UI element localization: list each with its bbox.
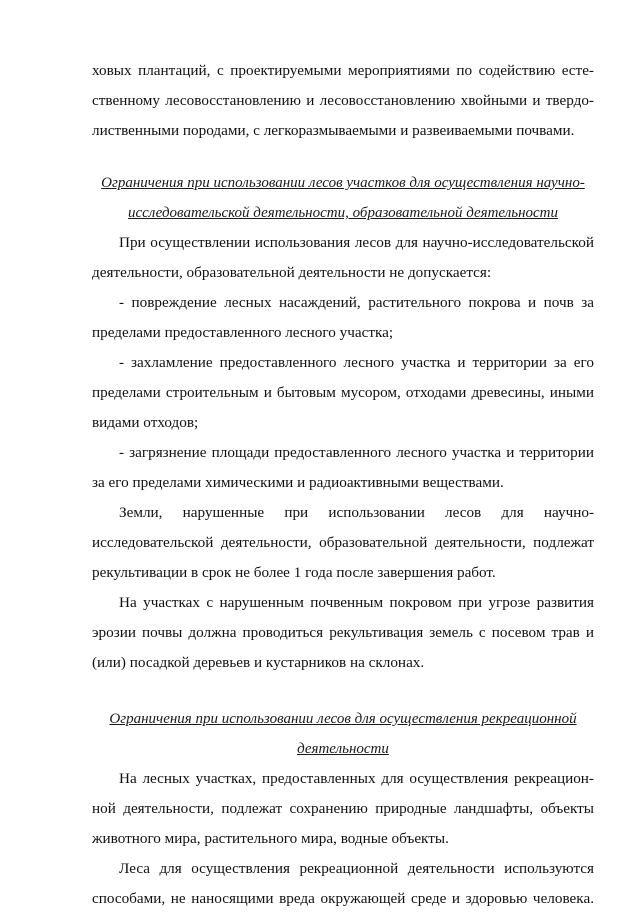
text-line: рекультивации в срок не более 1 года после завершения работ. [92,564,496,581]
paragraph [92,228,594,288]
text-line: пределами строительным и бытовым мусором, отходами древесины, иными [92,384,594,401]
heading-line: Ограничения при использовании лесов для осуществления рекреационной [109,711,577,727]
paragraph [92,854,594,914]
text-line: - повреждение лесных насаждений, растительного покрова и почв за [119,294,594,311]
heading-line: исследовательской деятельности, образовательной деятельности [127,205,559,221]
text-line: - загрязнение площади предоставленного лесного участка и территории [119,444,594,461]
text-line: лиственными породами, с легкоразмываемыми и развеиваемыми почвами. [92,122,575,139]
text-line: На лесных участках, предоставленных для осуществления рекреацион- [119,770,594,787]
heading-line: Ограничения при использовании лесов участков для осуществления научно- [101,175,585,191]
text-line: На участках с нарушенным почвенным покровом при угрозе развития [119,594,594,611]
text-line: способами, не наносящими вреда окружающей среде и здоровью человека. [92,890,594,907]
heading-line: деятельности [297,741,389,757]
text-line: ственному лесовосстановлению и лесовосстановлению хвойными и твердо- [92,92,594,109]
text-line: Земли, нарушенные при использовании лесов для научно- [119,504,594,521]
paragraph [92,288,594,348]
text-line: исследовательской деятельности, образовательной деятельности, подлежат [92,534,594,551]
section-heading-research [92,168,594,228]
paragraph [92,764,594,854]
text-line: (или) посадкой деревьев и кустарников на склонах. [92,654,425,671]
text-line: эрозии почвы должна проводиться рекультивация земель с посевом трав и [92,624,594,641]
section-heading-recreation [92,704,594,764]
text-line: При осуществлении использования лесов для научно-исследовательской [119,234,594,251]
text-line: видами отходов; [92,414,199,431]
text-line: пределами предоставленного лесного участка; [92,324,394,341]
text-line: за его пределами химическими и радиоактивными веществами. [92,474,504,491]
intro-paragraph [92,56,594,146]
document-page [92,56,594,914]
text-line: - захламление предоставленного лесного участка и территории за его [119,354,594,371]
paragraph [92,438,594,498]
paragraph [92,588,594,678]
text-line: ховых плантаций, с проектируемыми мероприятиями по содействию есте- [92,62,594,79]
text-line: деятельности, образовательной деятельности не допускается: [92,264,492,281]
text-line: животного мира, растительного мира, водные объекты. [92,830,449,847]
paragraph [92,348,594,438]
paragraph [92,498,594,588]
text-line: Леса для осуществления рекреационной деятельности используются [119,860,594,877]
text-line: ной деятельности, подлежат сохранению природные ландшафты, объекты [92,800,594,817]
